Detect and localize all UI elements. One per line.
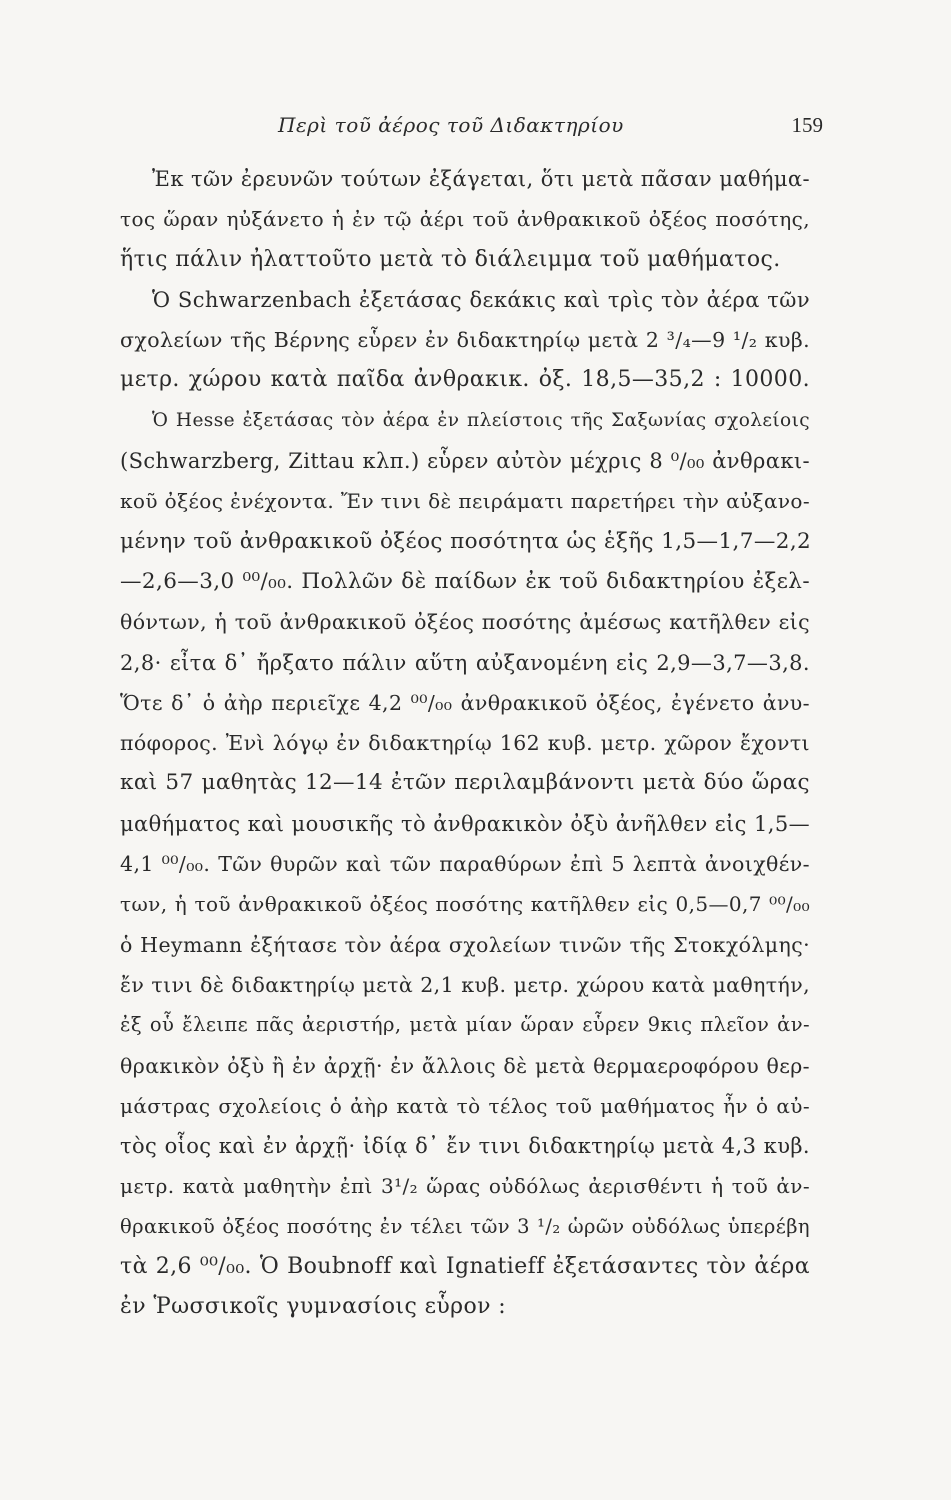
text-line: ὁ Heymann ἐξήτασε τὸν ἀέρα σχολείων τινῶν τῆς Στοκχόλμης·	[120, 932, 810, 957]
text-line: καὶ 57 μαθητὰς 12—14 ἐτῶν περιλαμβάνοντι μετὰ δύο ὥρας	[120, 770, 810, 796]
text-line: Ὁ Schwarzenbach ἐξετάσας δεκάκις καὶ τρὶς τὸν ἀέρα τῶν	[152, 287, 810, 312]
text-line: —2,6—3,0 ⁰⁰/₀₀. Πολλῶν δὲ παίδων ἐκ τοῦ διδακτηρίου ἐξελ-	[120, 568, 810, 594]
text-line: σχολείων τῆς Βέρνης εὗρεν ἐν διδακτηρίῳ μετὰ 2 ³/₄—9 ¹/₂ κυβ.	[120, 328, 810, 353]
text-line: ἥτις πάλιν ἠλαττοῦτο μετὰ τὸ διάλειμμα τοῦ μαθήματος.	[120, 246, 781, 272]
text-line: των, ἡ τοῦ ἀνθρακικοῦ ὀξέος ποσότης κατῆλθεν εἰς 0,5—0,7 ⁰⁰/₀₀	[120, 892, 810, 917]
text-line: 2,8· εἶτα δ᾽ ἤρξατο πάλιν αὕτη αὐξανομένη εἰς 2,9—3,7—3,8.	[120, 650, 810, 675]
body-text	[120, 159, 810, 1328]
text-line: θρακικὸν ὀξὺ ἢ ἐν ἀρχῇ· ἐν ἄλλοις δὲ μετὰ θερμαεροφόρου θερ-	[120, 1053, 810, 1078]
text-line: μαθήματος καὶ μουσικῆς τὸ ἀνθρακικὸν ὀξὺ ἀνῆλθεν εἰς 1,5—	[120, 811, 810, 836]
page-number: 159	[791, 113, 823, 137]
text-line: ἔν τινι δὲ διδακτηρίῳ μετὰ 2,1 κυβ. μετρ. χώρου κατὰ μαθητήν,	[120, 972, 810, 997]
text-line: Ὅτε δ᾽ ὁ ἀὴρ περιεῖχε 4,2 ⁰⁰/₀₀ ἀνθρακικοῦ ὀξέος, ἐγένετο ἀνυ-	[120, 690, 810, 715]
text-line: μένην τοῦ ἀνθρακικοῦ ὀξέος ποσότητα ὡς ἑξῆς 1,5—1,7—2,2	[120, 528, 812, 554]
running-title: Περὶ τοῦ ἀέρος τοῦ Διδακτηρίου	[278, 113, 624, 137]
text-line: (Schwarzberg, Zittau κλπ.) εὗρεν αὐτὸν μέχρις 8 ⁰/₀₀ ἀνθρακι-	[120, 449, 810, 474]
text-line: μετρ. χώρου κατὰ παῖδα ἀνθρακικ. ὀξ. 18,5—35,2 : 10000.	[120, 367, 810, 393]
text-line: θόντων, ἡ τοῦ ἀνθρακικοῦ ὀξέος ποσότης ἀμέσως κατῆλθεν εἰς	[120, 610, 810, 635]
text-line: πόφορος. Ἐνὶ λόγῳ ἐν διδακτηρίῳ 162 κυβ. μετρ. χῶρον ἔχοντι	[120, 731, 810, 756]
text-line: ἐν Ῥωσσικοῖς γυμνασίοις εὗρον :	[120, 1294, 507, 1320]
text-line: κοῦ ὀξέος ἐνέχοντα. Ἔν τινι δὲ πειράματι παρετήρει τὴν αὐξανο-	[120, 489, 811, 514]
text-line: τὰ 2,6 ⁰⁰/₀₀. Ὁ Boubnoff καὶ Ignatieff ἐξετάσαντες τὸν ἀέρα	[120, 1254, 811, 1280]
text-line: 4,1 ⁰⁰/₀₀. Τῶν θυρῶν καὶ τῶν παραθύρων ἐπὶ 5 λεπτὰ ἀνοιχθέν-	[120, 852, 810, 877]
text-line: θρακικοῦ ὀξέος ποσότης ἐν τέλει τῶν 3 ¹/₂ ὡρῶν οὐδόλως ὑπερέβη	[120, 1214, 810, 1238]
running-head	[0, 113, 951, 143]
text-line: ἐξ οὗ ἔλειπε πᾶς ἀεριστήρ, μετὰ μίαν ὥραν εὗρεν 9κις πλεῖον ἀν-	[120, 1013, 810, 1037]
text-line: Ἐκ τῶν ἐρευνῶν τούτων ἐξάγεται, ὅτι μετὰ πᾶσαν μαθήμα-	[152, 167, 810, 191]
text-line: Ὁ Hesse ἐξετάσας τὸν ἀέρα ἐν πλείστοις τῆς Σαξωνίας σχολείοις	[152, 409, 810, 431]
text-line: μάστρας σχολείοις ὁ ἀὴρ κατὰ τὸ τέλος τοῦ μαθήματος ἦν ὁ αὐ-	[120, 1093, 810, 1118]
text-line: μετρ. κατὰ μαθητὴν ἐπὶ 3¹/₂ ὥρας οὐδόλως ἀερισθέντι ἡ τοῦ ἀν-	[120, 1174, 810, 1199]
text-line: τὸς οἷος καὶ ἐν ἀρχῇ· ἰδίᾳ δ᾽ ἔν τινι διδακτηρίῳ μετὰ 4,3 κυβ.	[120, 1134, 810, 1159]
text-line: τος ὥραν ηὐξάνετο ἡ ἐν τῷ ἀέρι τοῦ ἀνθρακικοῦ ὀξέος ποσότης,	[120, 207, 810, 232]
